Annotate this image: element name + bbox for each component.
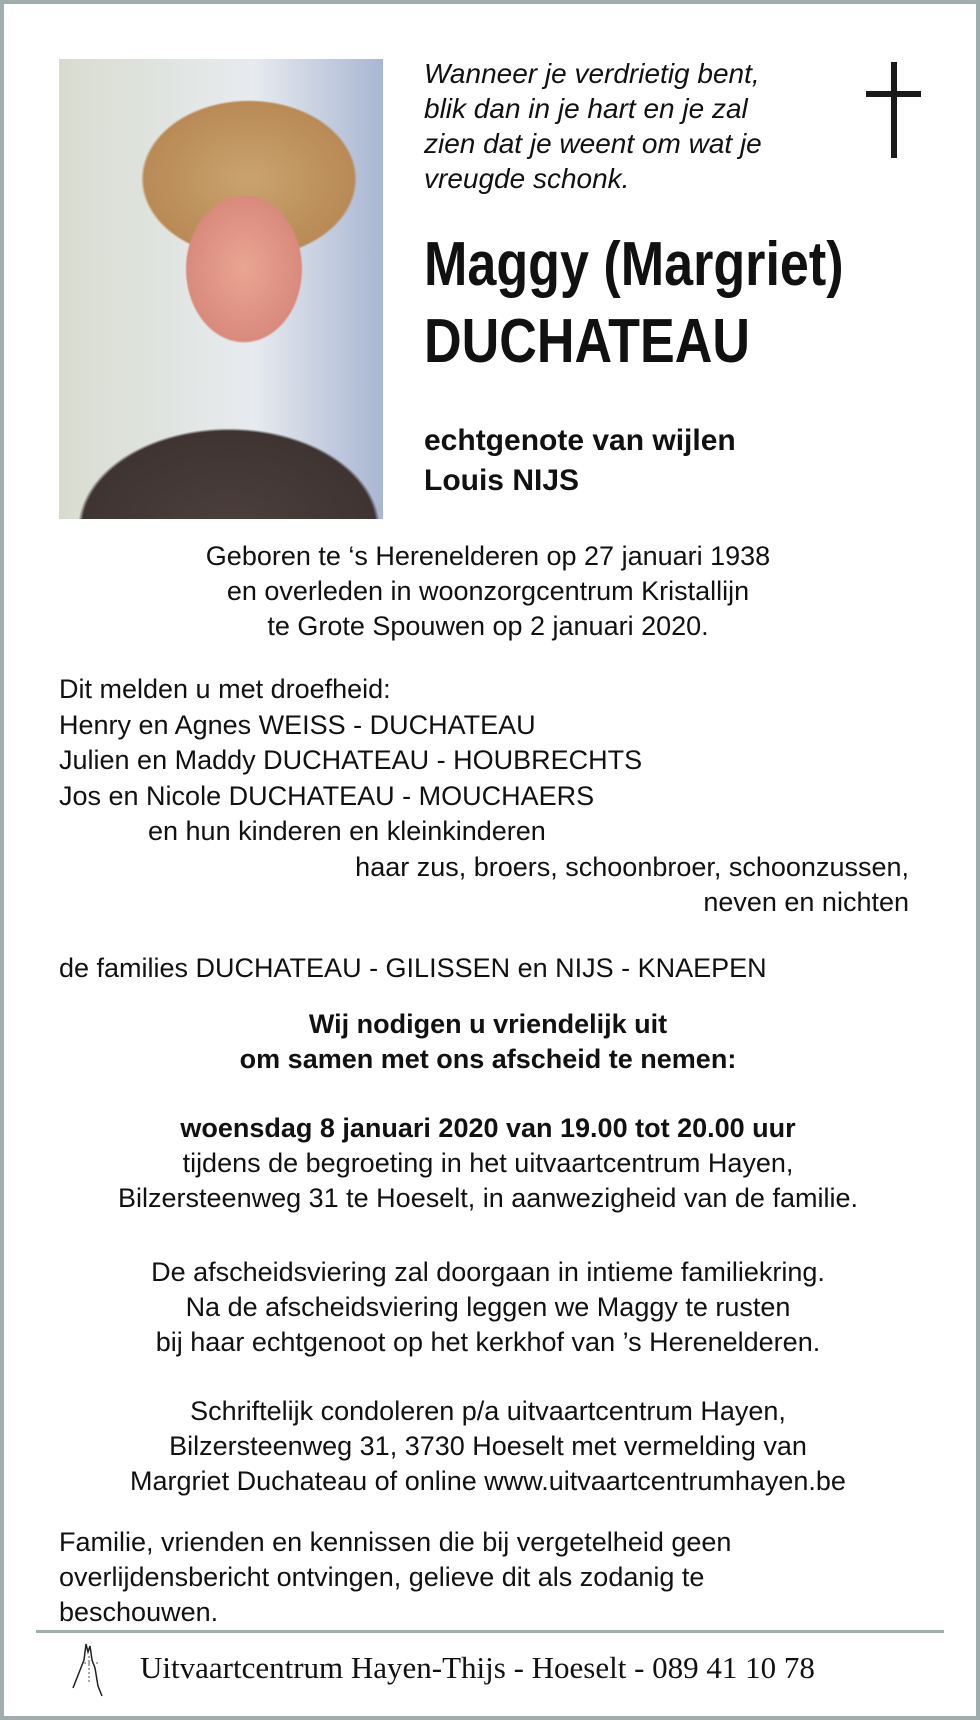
ceremony xyxy=(40,1255,936,1360)
invite-line: om samen met ons afscheid te nemen: xyxy=(239,1044,737,1074)
quote-line: vreugde schonk. xyxy=(424,163,630,194)
portrait-photo xyxy=(59,59,383,519)
notice-line: beschouwen. xyxy=(59,1597,219,1627)
ceremony-line: Na de afscheidsviering leggen we Maggy te rusten xyxy=(185,1292,791,1322)
family-children: en hun kinderen en kleinkinderen xyxy=(148,816,546,846)
notice-line: Familie, vrienden en kennissen die bij vergetelheid geen xyxy=(59,1527,732,1557)
family-member: Julien en Maddy DUCHATEAU - HOUBRECHTS xyxy=(59,745,643,775)
birth-line: en overleden in woonzorgcentrum Kristallijn xyxy=(226,576,750,606)
invitation xyxy=(40,1007,936,1077)
quote-line: zien dat je weent om wat je xyxy=(424,128,762,159)
family-member: Jos en Nicole DUCHATEAU - MOUCHAERS xyxy=(59,780,595,811)
family-intro: Dit melden u met droefheid: xyxy=(59,674,391,704)
visitation-line: tijdens de begroeting in het uitvaartcentrum Hayen, xyxy=(182,1148,794,1178)
spouse xyxy=(424,421,736,501)
divider xyxy=(36,1630,944,1633)
visitation xyxy=(40,1111,936,1216)
spouse-line: echtgenote van wijlen xyxy=(424,424,736,457)
family-member: Henry en Agnes WEISS - DUCHATEAU xyxy=(59,709,536,740)
name-line: Maggy (Margriet) xyxy=(424,230,844,299)
deceased-name xyxy=(424,226,844,380)
families-line: de families DUCHATEAU - GILISSEN en NIJS - KNAEPEN xyxy=(59,953,767,983)
condolence-line: Margriet Duchateau of online www.uitvaartcentrumhayen.be xyxy=(130,1466,846,1496)
invite-line: Wij nodigen u vriendelijk uit xyxy=(308,1009,668,1039)
family-siblings: neven en nichten xyxy=(703,887,909,917)
birth-line: te Grote Spouwen op 2 januari 2020. xyxy=(267,611,709,641)
quote xyxy=(424,56,762,196)
quote-line: Wanneer je verdrietig bent, xyxy=(424,58,760,89)
condolence-line: Schriftelijk condoleren p/a uitvaartcentrum Hayen, xyxy=(190,1396,786,1426)
ceremony-line: bij haar echtgenoot op het kerkhof van ’s Herenelderen. xyxy=(155,1327,821,1357)
condolence-line: Bilzersteenweg 31, 3730 Hoeselt met vermelding van xyxy=(169,1431,807,1461)
family-list xyxy=(59,672,919,921)
birth-line: Geboren te ‘s Herenelderen op 27 januari 1938 xyxy=(205,541,771,571)
ceremony-line: De afscheidsviering zal doorgaan in intieme familiekring. xyxy=(151,1257,825,1287)
visitation-line: Bilzersteenweg 31 te Hoeselt, in aanwezigheid van de familie. xyxy=(118,1183,858,1213)
surname-line: DUCHATEAU xyxy=(424,307,750,376)
birth-death-info xyxy=(40,539,936,644)
funeral-home-logo-icon xyxy=(70,1638,120,1698)
condolences xyxy=(40,1394,936,1499)
visitation-date: woensdag 8 januari 2020 van 19.00 tot 20.00 uur xyxy=(180,1113,796,1143)
spouse-line: Louis NIJS xyxy=(424,464,580,497)
funeral-home-footer: Uitvaartcentrum Hayen-Thijs - Hoeselt - 089 41 10 78 xyxy=(140,1650,815,1685)
notice-line: overlijdensbericht ontvingen, gelieve dit als zodanig te xyxy=(59,1562,705,1592)
quote-line: blik dan in je hart en je zal xyxy=(424,93,748,124)
family-siblings: haar zus, broers, schoonbroer, schoonzussen, xyxy=(355,851,909,882)
notice xyxy=(59,1525,919,1630)
